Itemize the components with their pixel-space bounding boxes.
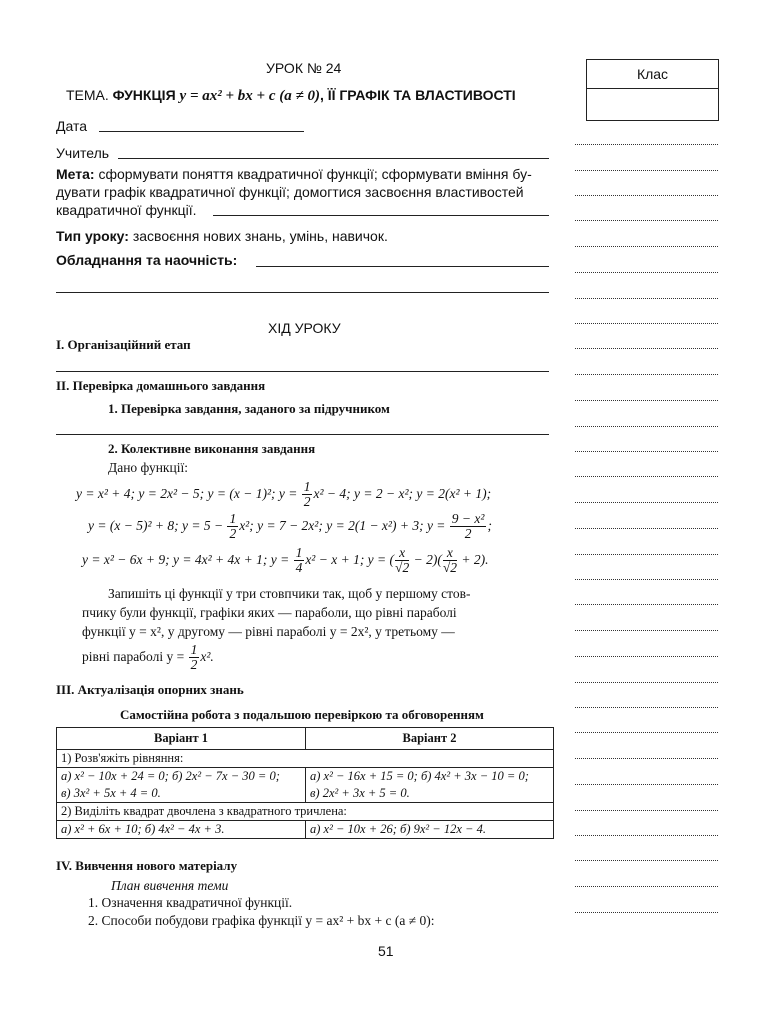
note-line[interactable] <box>575 604 718 605</box>
fraction: $\frac{1}{2}$ <box>303 479 311 510</box>
class-label: Клас <box>587 60 718 89</box>
task-paragraph-3: функції y = x², у другому — рівні параболі y = 2x², у третьому — <box>82 624 455 639</box>
teacher-line[interactable] <box>118 158 549 159</box>
note-line[interactable] <box>575 554 718 555</box>
note-line[interactable] <box>575 656 718 657</box>
note-line[interactable] <box>575 170 718 171</box>
note-line[interactable] <box>575 810 718 811</box>
task-1-cell: 1) Розв'яжіть рівняння: <box>57 750 554 768</box>
equipment-label: Обладнання та наочність: <box>56 252 238 268</box>
table-row <box>57 821 554 839</box>
table-row <box>57 750 554 768</box>
date-label: Дата <box>56 118 88 134</box>
note-line[interactable] <box>575 912 718 913</box>
note-line[interactable] <box>575 298 718 299</box>
note-line[interactable] <box>575 860 718 861</box>
table-row <box>57 785 554 803</box>
note-line[interactable] <box>575 682 718 683</box>
equipment-line-2[interactable] <box>56 292 549 293</box>
fraction: $\frac{x}{√2}$ <box>395 545 410 576</box>
note-line[interactable] <box>575 528 718 529</box>
fraction: $\frac{1}{2}$ <box>190 642 198 673</box>
fraction: $\frac{x}{√2}$ <box>442 545 457 576</box>
topic-formula: y = ax² + bx + c (a ≠ 0) <box>179 88 320 104</box>
note-line[interactable] <box>575 886 718 887</box>
plan-item-1: 1. Означення квадратичної функції. <box>88 895 293 910</box>
lesson-type: Тип уроку: засвоєння нових знань, умінь, навичок. <box>56 228 388 244</box>
task-paragraph-2: пчику були функції, графіки яких — параболи, що рівні параболі <box>82 605 457 620</box>
note-line[interactable] <box>575 426 718 427</box>
teacher-label: Учитель <box>56 145 110 161</box>
section-3: III. Актуалізація опорних знань <box>56 682 244 697</box>
table-cell: а) x² − 10x + 24 = 0; б) 2x² − 7x − 30 = 0; <box>57 768 306 786</box>
section-2-1-line[interactable] <box>56 434 549 435</box>
note-line[interactable] <box>575 348 718 349</box>
section-4: IV. Вивчення нового матеріалу <box>56 858 238 873</box>
topic-start: ФУНКЦІЯ <box>112 87 180 103</box>
table-cell: в) 2x² + 3x + 5 = 0. <box>306 785 554 803</box>
topic-end: , ЇЇ ГРАФІК ТА ВЛАСТИВОСТІ <box>319 87 516 103</box>
note-line[interactable] <box>575 784 718 785</box>
note-line[interactable] <box>575 758 718 759</box>
note-line[interactable] <box>575 272 718 273</box>
functions-row-3: y = x² − 6x + 9; y = 4x² + 4x + 1; y = $\frac{1}{4}$ x² − x + 1; y = ( $\frac{x}{√2}$ − 2)( $\frac{x}{√2}$ + 2). <box>82 545 489 576</box>
given-functions: Дано функції: <box>108 460 188 475</box>
fraction: $\frac{1}{2}$ <box>229 511 237 542</box>
functions-row-1: y = x² + 4; y = 2x² − 5; y = (x − 1)²; y = $\frac{1}{2}$ x² − 4; y = 2 − x²; y = 2(x² + 1); <box>76 479 492 510</box>
course-title: ХІД УРОКУ <box>268 320 341 336</box>
lesson-topic <box>66 87 516 105</box>
note-line[interactable] <box>575 400 718 401</box>
table-row <box>57 728 554 750</box>
section-1: I. Організаційний етап <box>56 337 191 352</box>
note-line[interactable] <box>575 502 718 503</box>
note-line[interactable] <box>575 732 718 733</box>
goal-line-2: дувати графік квадратичної функції; домогтися засвоєння властивостей <box>56 184 524 200</box>
note-line[interactable] <box>575 707 718 708</box>
table-cell: а) x² − 10x + 26; б) 9x² − 12x − 4. <box>306 821 554 839</box>
section-2-2: 2. Колективне виконання завдання <box>108 441 316 456</box>
goal-line[interactable] <box>213 215 549 216</box>
goal-line-3: квадратичної функції. <box>56 202 197 218</box>
functions-row-2: y = (x − 5)² + 8; y = 5 − $\frac{1}{2}$ x²; y = 7 − 2x²; y = 2(1 − x²) + 3; y = $\frac{\text{9 − x²}}{2}$ ; <box>88 511 492 542</box>
table-cell: а) x² − 16x + 15 = 0; б) 4x² + 3x − 10 = 0; <box>306 768 554 786</box>
lesson-number: УРОК № 24 <box>266 60 342 76</box>
plan-title: План вивчення теми <box>111 878 229 893</box>
equipment-line-1[interactable] <box>256 266 549 267</box>
note-line[interactable] <box>575 579 718 580</box>
table-row <box>57 803 554 821</box>
note-line[interactable] <box>575 451 718 452</box>
table-cell: в) 3x² + 5x + 4 = 0. <box>57 785 306 803</box>
note-line[interactable] <box>575 195 718 196</box>
section-2: II. Перевірка домашнього завдання <box>56 378 266 393</box>
task-paragraph-1: Запишіть ці функції у три стовпчики так, щоб у першому стов- <box>108 586 471 601</box>
task-paragraph-4: рівні параболі y = $\frac{1}{2}$ x². <box>82 642 214 673</box>
note-line[interactable] <box>575 144 718 145</box>
variants-table <box>56 727 554 839</box>
note-line[interactable] <box>575 835 718 836</box>
plan-item-2: 2. Способи побудови графіка функції y = ax² + bx + c (a ≠ 0): <box>88 913 435 928</box>
page-number: 51 <box>378 943 394 959</box>
variant-2-header: Варіант 2 <box>306 728 554 750</box>
variant-1-header: Варіант 1 <box>57 728 306 750</box>
note-line[interactable] <box>575 630 718 631</box>
topic-prefix: ТЕМА. <box>66 87 113 103</box>
task-2-cell: 2) Виділіть квадрат двочлена з квадратного тричлена: <box>57 803 554 821</box>
goal-line-1: Мета: сформувати поняття квадратичної функції; сформувати вміння бу- <box>56 166 532 182</box>
fraction: $\frac{1}{4}$ <box>295 545 303 576</box>
note-line[interactable] <box>575 374 718 375</box>
class-box <box>586 59 719 121</box>
table-row <box>57 768 554 786</box>
note-line[interactable] <box>575 476 718 477</box>
note-line[interactable] <box>575 323 718 324</box>
fraction: $\frac{\text{9 − x²}}{2}$ <box>451 511 485 542</box>
section-1-line[interactable] <box>56 371 549 372</box>
table-cell: а) x² + 6x + 10; б) 4x² − 4x + 3. <box>57 821 306 839</box>
note-line[interactable] <box>575 246 718 247</box>
note-line[interactable] <box>575 220 718 221</box>
date-line[interactable] <box>99 131 304 132</box>
section-2-1: 1. Перевірка завдання, заданого за підручником <box>108 401 390 416</box>
section-3-subtitle: Самостійна робота з подальшою перевіркою та обговоренням <box>120 707 484 722</box>
